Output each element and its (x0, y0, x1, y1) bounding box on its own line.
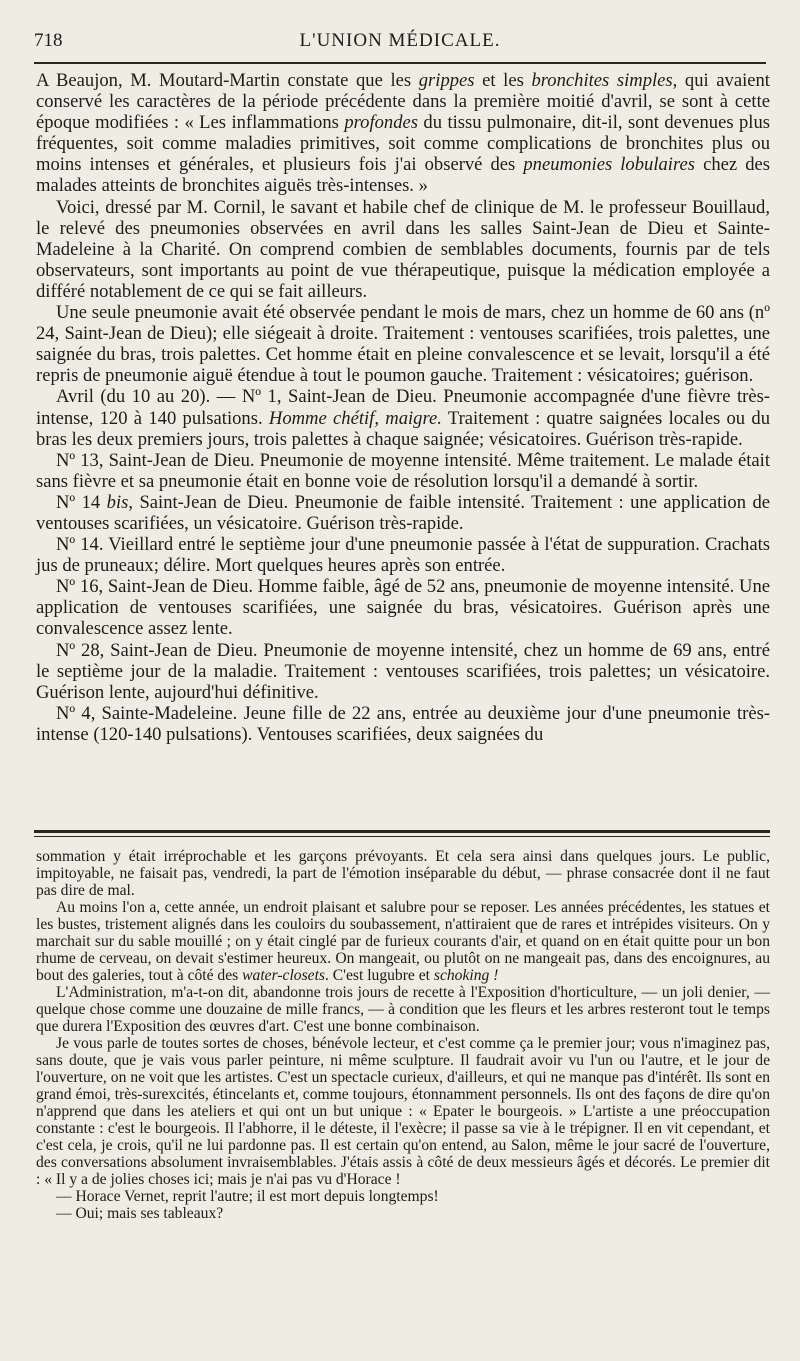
italic-run: bis (106, 491, 129, 513)
paragraph-case-13: Nº 13, Saint-Jean de Dieu. Pneumonie de moyenne intensité. Même traitement. Le malade était sans fièvre et sa pneumonie était en bonne voie de résolution lorsqu'il a demandé à sortir. (36, 449, 770, 492)
text-run: Traitement : quatre saignées locales ou du bras les deux premiers jours, trois palettes à chaque saignée; vésicatoires. Guérison très-rapide. (36, 407, 770, 450)
text-run: , Saint-Jean de Dieu. Pneumonie de faible intensité. Traitement : une application de ventouses scarifiées, un vésicatoire. Guérison très-rapide. (36, 491, 770, 534)
italic-run: pneumonies lobulaires (523, 154, 695, 176)
paragraph-case-14-bis (36, 492, 770, 534)
page-number: 718 (34, 30, 63, 51)
text-run: Au moins l'on a, cette année, un endroit plaisant et salubre pour se reposer. Les années précédentes, les statues et les bustes, tristement alignés dans les couloirs du soubassement, n'attiraient que de rares et intrépides visiteurs. On y marchait sur du sable mouillé ; on y était cinglé par de furieux courants d'air, et quand on en était quitte pour un bon rhume de cerveau, on devait s'estimer heureux. On mangeait, ou plutôt on ne mangeait pas, dans des encoignures, au bout des galeries, tout à côté des (36, 899, 770, 984)
text-run: chez des malades atteints de bronchites aiguës très-intenses. » (36, 154, 770, 197)
text-run: du tissu pulmonaire, dit-il, sont devenues plus fréquentes, soit comme maladies primitives, soit comme complications de bronchites plus ou moins intenses et générales, et plusieurs fois j'ai observé des (36, 112, 770, 176)
paragraph-case-28: Nº 28, Saint-Jean de Dieu. Pneumonie de moyenne intensité, chez un homme de 69 ans, entré le septième jour de la maladie. Traitement : ventouses scarifiées, trois palettes; un vésicatoire. Guérison lente, aujourd'hui définitive. (36, 639, 770, 703)
italic-run: bronchites simples (531, 70, 673, 91)
paragraph-beaujon (36, 70, 770, 197)
italic-run: grippes (418, 70, 475, 91)
text-run: , qui avaient conservé les caractères de la période précédente dans la première moitié d'avril, se sont à cette époque modifiées : « Les inflammations (36, 70, 770, 134)
feuilleton-dialogue: — Horace Vernet, reprit l'autre; il est mort depuis longtemps! (56, 1188, 439, 1205)
feuilleton-section (36, 848, 770, 1222)
text-run: A Beaujon, M. Moutard-Martin constate que les (36, 70, 419, 91)
feuilleton-paragraph: sommation y était irréprochable et les garçons prévoyants. Et cela sera ainsi dans quelques jours. Le public, impitoyable, ne faisait pas, vendredi, la part de l'émotion inséparable du début, — phrase consacrée dont il ne faut pas dire de mal. (36, 848, 770, 899)
page-header (30, 26, 770, 56)
header-rule (34, 62, 766, 64)
journal-title: L'UNION MÉDICALE. (299, 30, 501, 51)
text-run: Nº 14 (56, 491, 107, 513)
feuilleton-rule-thin (34, 836, 770, 837)
italic-run: water-closets (242, 967, 325, 984)
feuilleton-dialogue: — Oui; mais ses tableaux? (56, 1205, 224, 1222)
italic-run: profondes (344, 112, 418, 134)
paragraph-case-4: Nº 4, Sainte-Madeleine. Jeune fille de 22 ans, entrée au deuxième jour d'une pneumonie très-intense (120-140 pulsations). Ventouses scarifiées, deux saignées du (36, 702, 770, 745)
paragraph-avril (36, 386, 770, 449)
feuilleton-paragraph: Je vous parle de toutes sortes de choses, bénévole lecteur, et c'est comme ça le premier jour; vous n'imaginez pas, sans doute, que je vais vous parler peinture, ni même sculpture. Il faudrait avoir vu l'un ou l'autre, et le jour de l'ouverture, on ne voit que les artistes. C'est un spectacle curieux, d'ailleurs, et qui ne manque pas d'intérêt. Ils sont en grand émoi, très-surexcités, étincelants et, comme toujours, étonnamment personnels. Ils ont des façons de dire qu'on n'apprend que dans les ateliers et qui ont un but unique : « Epater le bourgeois. » L'artiste a une préoccupation constante : c'est le bourgeois. Il l'abhorre, il le déteste, il l'exècre; il passe sa vie à le trépigner. Il en vit cependant, et c'est cela, je crois, qu'il ne lui pardonne pas. Il est certain qu'on entend, au Salon, même le jour sacré de l'ouverture, des conversations absolument invraisemblables. J'étais assis à côté de deux messieurs âgés et décorés. Le premier dit : « Il y a de jolies choses ici; mais je n'ai pas vu d'Horace ! (36, 1035, 770, 1188)
text-run: . C'est lugubre et (324, 967, 434, 984)
paragraph-cornil: Voici, dressé par M. Cornil, le savant et habile chef de clinique de M. le professeur Bouillaud, le relevé des pneumonies observées en avril dans les salles Saint-Jean de Dieu et Sainte-Madeleine à la Charité. On comprend combien de semblables documents, fournis par de tels observateurs, sont importants au point de vue thérapeutique, puisque la médication employée a différé notablement de ce qui se fait ailleurs. (36, 196, 770, 302)
feuilleton-rule-thick (34, 830, 770, 833)
paragraph-mars: Une seule pneumonie avait été observée pendant le mois de mars, chez un homme de 60 ans (nº 24, Saint-Jean de Dieu); elle siégeait à droite. Traitement : ventouses scarifiées, trois palettes, une saignée du bras, trois palettes. Cet homme était en pleine convalescence et se levait, lorsqu'il a été repris de pneumonie aiguë étendue à tout le poumon gauche. Traitement : vésicatoires; guérison. (36, 302, 770, 387)
paragraph-case-16: Nº 16, Saint-Jean de Dieu. Homme faible, âgé de 52 ans, pneumonie de moyenne intensité. Une application de ventouses scarifiées, une saignée du bras, vésicatoires. Guérison après une convalescence assez lente. (36, 576, 770, 640)
italic-run: Homme chétif, maigre. (268, 407, 442, 429)
feuilleton-paragraph (36, 899, 770, 984)
text-run: et les (474, 70, 532, 91)
main-article (36, 70, 770, 745)
paragraph-case-14: Nº 14. Vieillard entré le septième jour d'une pneumonie passée à l'état de suppuration. Crachats jus de pruneaux; délire. Mort quelques heures après son entrée. (36, 534, 770, 577)
feuilleton-paragraph: L'Administration, m'a-t-on dit, abandonne trois jours de recette à l'Exposition d'horticulture, — un joli denier, — quelque chose comme une douzaine de mille francs, — à condition que les fleurs et les arbres resteront tout le temps que durera l'Exposition des œuvres d'art. C'est une bonne combinaison. (36, 984, 770, 1035)
italic-run: schoking ! (433, 967, 499, 984)
text-run: Avril (du 10 au 20). — Nº 1, Saint-Jean de Dieu. Pneumonie accompagnée d'une fièvre très-intense, 120 à 140 pulsations. (36, 386, 770, 429)
